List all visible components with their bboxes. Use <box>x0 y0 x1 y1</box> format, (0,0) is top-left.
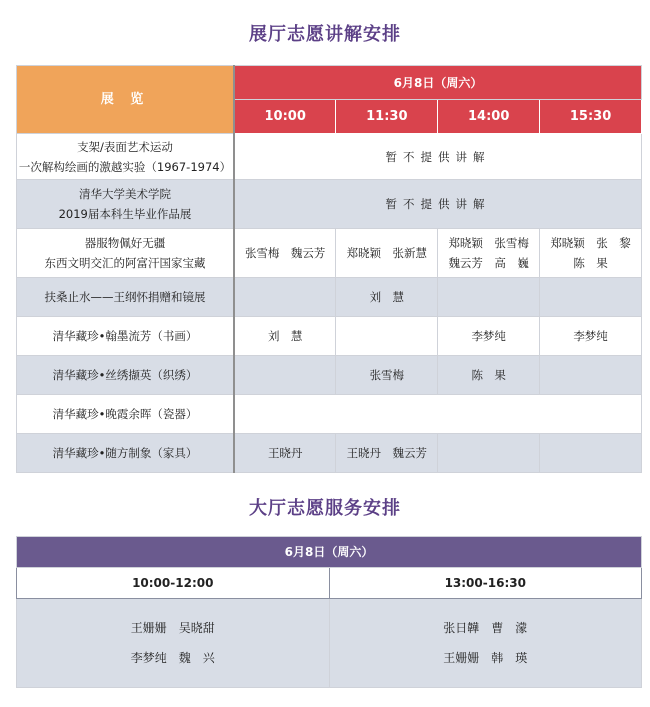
guide-cell: 陈 果 <box>438 356 540 395</box>
exhibit-name-line: 支架/表面艺术运动 <box>77 139 173 154</box>
time-header: 15:30 <box>540 100 642 134</box>
guide-cell: 王晓丹 <box>234 434 336 473</box>
guide-cell: 刘 慧 <box>336 278 438 317</box>
guide-cell <box>336 229 438 278</box>
table-row <box>17 434 642 473</box>
exhibit-name-line: 2019届本科生毕业作品展 <box>58 207 192 221</box>
exhibit-name: 清华藏珍•随方制象（家具） <box>17 434 235 473</box>
guide-cell <box>336 317 438 356</box>
guide-names: 郑晓颖 张新慧 <box>346 246 428 260</box>
hall-volunteers <box>17 599 330 688</box>
exhibit-name: 清华藏珍•翰墨流芳（书画） <box>17 317 235 356</box>
guide-cell: 李梦纯 <box>540 317 642 356</box>
table-row <box>17 356 642 395</box>
exhibit-name <box>17 180 235 229</box>
guide-cell <box>438 278 540 317</box>
hall-time-header: 10:00-12:00 <box>17 568 330 599</box>
guide-cell <box>540 356 642 395</box>
guide-names: 陈 果 <box>573 256 608 270</box>
exhibit-column-header: 展 览 <box>17 66 235 134</box>
volunteer-names: 王姗姗 韩 瑛 <box>443 651 528 665</box>
hall-volunteers <box>329 599 642 688</box>
hall-time-header: 13:00-16:30 <box>329 568 642 599</box>
tour-date-header: 6月8日（周六） <box>234 66 642 100</box>
exhibit-name-line: 清华大学美术学院 <box>79 187 171 201</box>
table-row <box>17 229 642 278</box>
guide-cell: 王晓丹 魏云芳 <box>336 434 438 473</box>
volunteer-names: 张日韡 曹 濛 <box>443 621 528 635</box>
guide-cell <box>234 278 336 317</box>
guide-cell <box>234 229 336 278</box>
volunteer-names: 王姗姗 吴晓甜 <box>130 621 215 635</box>
guide-cell <box>540 229 642 278</box>
volunteer-names: 李梦纯 魏 兴 <box>130 651 215 665</box>
guide-names: 郑晓颖 张雪梅 <box>448 236 529 250</box>
exhibit-name: 清华藏珍•晚霞余晖（瓷器） <box>17 395 235 434</box>
guide-cell <box>438 229 540 278</box>
time-header: 10:00 <box>234 100 336 134</box>
time-header: 11:30 <box>336 100 438 134</box>
exhibit-name <box>17 229 235 278</box>
guide-cell <box>540 278 642 317</box>
guide-cell <box>234 356 336 395</box>
table-row <box>17 180 642 229</box>
exhibit-name: 扶桑止水——王纲怀捐赠和镜展 <box>17 278 235 317</box>
guide-cell: 李梦纯 <box>438 317 540 356</box>
hall-schedule-title: 大厅志愿服务安排 <box>249 498 401 519</box>
tour-schedule-title: 展厅志愿讲解安排 <box>249 24 401 45</box>
exhibit-name: 清华藏珍•丝绣撷英（织绣） <box>17 356 235 395</box>
guide-cell <box>540 434 642 473</box>
no-tour-note: 暂不提供讲解 <box>234 180 642 229</box>
guide-cell <box>234 395 642 434</box>
table-row <box>17 134 642 180</box>
exhibit-name-line: 一次解构绘画的激越实验（1967-1974） <box>18 159 232 174</box>
table-row <box>17 395 642 434</box>
guide-cell <box>438 434 540 473</box>
guide-cell: 刘 慧 <box>234 317 336 356</box>
hall-schedule-table <box>16 536 642 688</box>
table-row <box>17 317 642 356</box>
guide-names: 郑晓颖 张 黎 <box>550 236 631 250</box>
guide-names: 魏云芳 高 巍 <box>448 256 529 270</box>
no-tour-note: 暂不提供讲解 <box>234 134 642 180</box>
guide-names: 张雪梅 魏云芳 <box>244 246 326 260</box>
tour-schedule-table <box>16 65 642 473</box>
table-row <box>17 278 642 317</box>
time-header: 14:00 <box>438 100 540 134</box>
hall-date-header: 6月8日（周六） <box>17 537 642 568</box>
guide-cell: 张雪梅 <box>336 356 438 395</box>
exhibit-name <box>17 134 235 180</box>
exhibit-name-line: 东西文明交汇的阿富汗国家宝藏 <box>44 256 206 270</box>
exhibit-name-line: 器服物佩好无疆 <box>84 236 166 250</box>
